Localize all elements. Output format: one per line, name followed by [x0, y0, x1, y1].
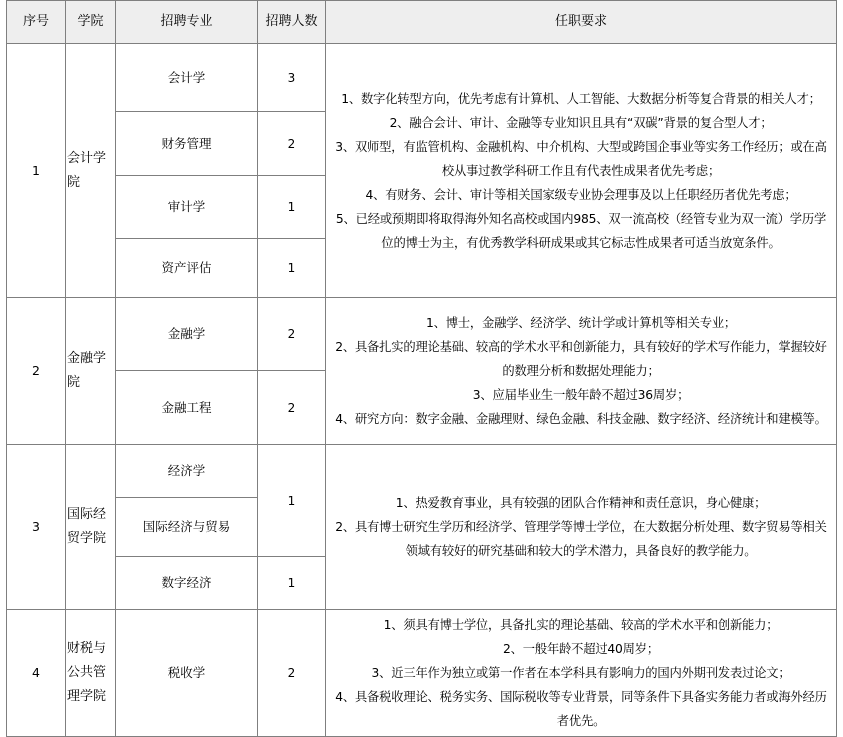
requirement-line: 1、热爱教育事业，具有较强的团队合作精神和责任意识，身心健康； [395, 496, 767, 510]
college-cell: 国际经贸学院 [66, 445, 116, 610]
requirement-line: 3、双师型，有监管机构、金融机构、中介机构、大型或跨国企事业等实务工作经历；或在高校从事过教学科研工作且有代表性成果者优先考虑； [335, 139, 827, 178]
college-cell: 财税与公共管理学院 [66, 610, 116, 737]
header-college: 学院 [66, 1, 116, 44]
header-count: 招聘人数 [258, 1, 326, 44]
seq-cell: 3 [7, 445, 66, 610]
seq-cell: 4 [7, 610, 66, 737]
major-cell: 财务管理 [116, 112, 258, 176]
college-cell: 会计学院 [66, 44, 116, 298]
count-cell: 3 [258, 44, 326, 112]
count-cell: 1 [258, 557, 326, 610]
count-cell: 1 [258, 445, 326, 557]
major-cell: 资产评估 [116, 239, 258, 298]
table-row [7, 44, 837, 112]
header-seq: 序号 [7, 1, 66, 44]
table-row [7, 445, 837, 498]
requirements-cell [326, 610, 837, 737]
header-requirements: 任职要求 [326, 1, 837, 44]
requirement-line: 1、博士，金融学、经济学、统计学或计算机等相关专业； [425, 316, 737, 330]
requirement-line: 1、数字化转型方向，优先考虑有计算机、人工智能、大数据分析等复合背景的相关人才； [341, 91, 821, 106]
table-row [7, 298, 837, 371]
requirements-cell [326, 298, 837, 445]
count-cell: 2 [258, 610, 326, 737]
requirement-line: 3、应届毕业生一般年龄不超过36周岁； [472, 388, 690, 402]
count-cell: 2 [258, 298, 326, 371]
major-cell: 经济学 [116, 445, 258, 498]
count-cell: 2 [258, 112, 326, 176]
requirement-line: 2、一般年龄不超过40周岁； [503, 642, 659, 656]
major-cell: 税收学 [116, 610, 258, 737]
seq-cell: 1 [7, 44, 66, 298]
requirement-line: 4、有财务、会计、审计等相关国家级专业协会理事及以上任职经历者优先考虑； [365, 187, 797, 202]
table-row [7, 610, 837, 737]
major-cell: 金融学 [116, 298, 258, 371]
seq-cell: 2 [7, 298, 66, 445]
college-cell: 金融学院 [66, 298, 116, 445]
requirements-cell [326, 445, 837, 610]
requirement-line: 3、近三年作为独立或第一作者在本学科具有影响力的国内外期刊发表过论文； [371, 666, 791, 680]
requirement-line: 1、须具有博士学位，具备扎实的理论基础、较高的学术水平和创新能力； [383, 618, 779, 632]
header-major: 招聘专业 [116, 1, 258, 44]
major-cell: 会计学 [116, 44, 258, 112]
major-cell: 审计学 [116, 176, 258, 239]
recruitment-table [6, 0, 837, 737]
count-cell: 2 [258, 371, 326, 445]
requirement-line: 4、具备税收理论、税务实务、国际税收等专业背景，同等条件下具备实务能力者或海外经历者优先。 [335, 690, 827, 728]
count-cell: 1 [258, 176, 326, 239]
major-cell: 数字经济 [116, 557, 258, 610]
requirement-line: 2、具有博士研究生学历和经济学、管理学等博士学位，在大数据分析处理、数字贸易等相关领域有较好的研究基础和较大的学术潜力，具备良好的教学能力。 [335, 520, 827, 558]
count-cell: 1 [258, 239, 326, 298]
requirements-cell [326, 44, 837, 298]
requirement-line: 5、已经或预期即将取得海外知名高校或国内985、双一流高校（经管专业为双一流）学历学位的博士为主，有优秀教学科研成果或其它标志性成果者可适当放宽条件。 [335, 211, 827, 250]
major-cell: 国际经济与贸易 [116, 498, 258, 557]
requirement-line: 2、融合会计、审计、金融等专业知识且具有“双碳”背景的复合型人才； [389, 115, 773, 130]
major-cell: 金融工程 [116, 371, 258, 445]
requirement-line: 4、研究方向：数字金融、金融理财、绿色金融、科技金融、数字经济、经济统计和建模等。 [335, 412, 827, 426]
header-row [7, 1, 837, 44]
requirement-line: 2、具备扎实的理论基础、较高的学术水平和创新能力，具有较好的学术写作能力，掌握较好的数理分析和数据处理能力； [335, 340, 827, 378]
